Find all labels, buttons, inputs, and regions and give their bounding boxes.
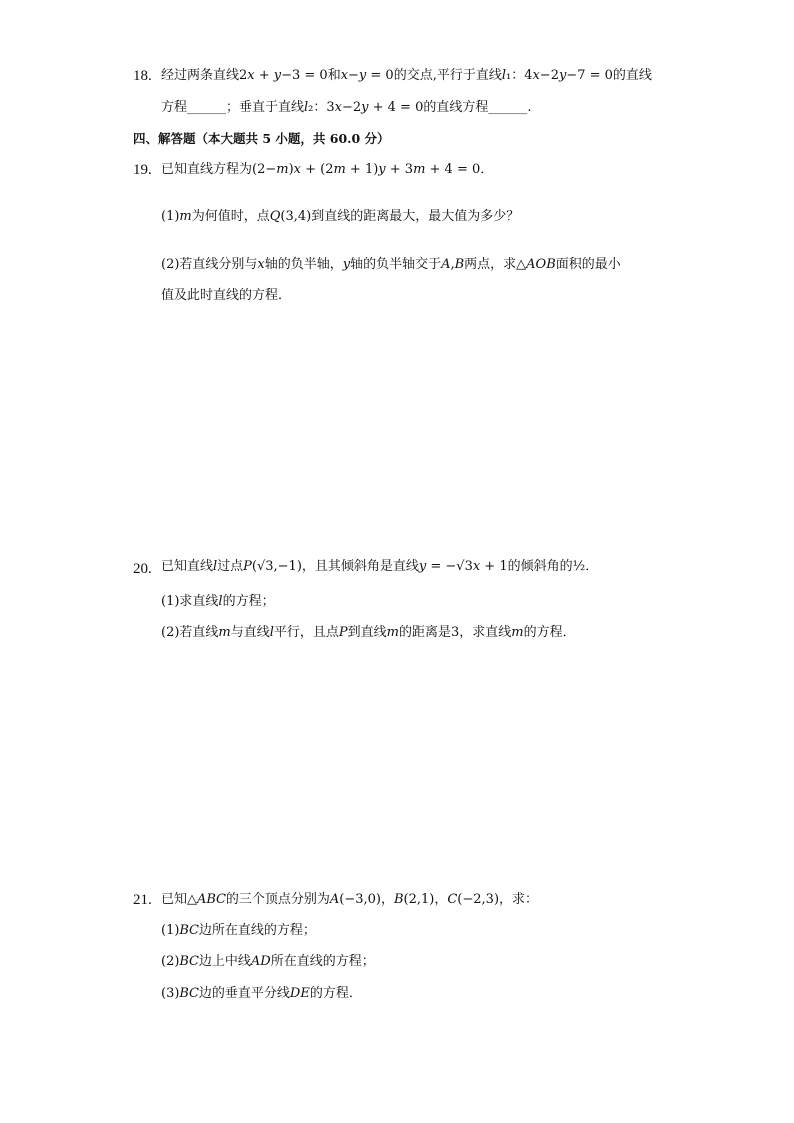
problem-21-part-3: (3)𝐵𝐶边的垂直平分线𝐷𝐸的方程． <box>161 986 362 1001</box>
section-heading: 四、解答题（本大题共 5 小题，共 60.0 分） <box>133 131 390 146</box>
problem-19-part-2-line-1: (2)若直线分别与𝑥轴的负半轴，𝑦轴的负半轴交于𝐴,𝐵两点，求△𝐴𝑂𝐵面积的最小 <box>161 257 621 272</box>
problem-20-number: 20. <box>133 561 152 577</box>
problem-19-part-1: (1)𝑚为何值时，点𝑄(3,4)到直线的距离最大，最大值为多少？ <box>161 209 520 224</box>
problem-21-part-1: (1)𝐵𝐶边所在直线的方程； <box>161 923 316 938</box>
problem-20-stem: 已知直线𝑙过点𝑃(√3,−1)，且其倾斜角是直线𝑦 = −√3𝑥 + 1的倾斜角的½． <box>161 559 599 574</box>
problem-18-text-line-1: 经过两条直线2𝑥 + 𝑦−3 = 0和𝑥−𝑦 = 0的交点,平行于直线𝑙₁：4𝑥−2𝑦−7 = 0的直线 <box>161 68 652 83</box>
problem-18-number: 18. <box>133 68 152 84</box>
problem-19-number: 19. <box>133 162 152 178</box>
problem-19-stem: 已知直线方程为(2−𝑚)𝑥 + (2𝑚 + 1)𝑦 + 3𝑚 + 4 = 0． <box>161 162 494 177</box>
problem-20-part-2: (2)若直线𝑚与直线𝑙平行，且点𝑃到直线𝑚的距离是3，求直线𝑚的方程． <box>161 625 576 640</box>
problem-19-part-2-line-2: 值及此时直线的方程． <box>161 288 292 303</box>
problem-21-number: 21. <box>133 892 152 908</box>
problem-21-part-2: (2)𝐵𝐶边上中线𝐴𝐷所在直线的方程； <box>161 954 375 969</box>
problem-20-part-1: (1)求直线𝑙的方程； <box>161 594 275 609</box>
problem-18-text-line-2: 方程______；垂直于直线𝑙₂：3𝑥−2𝑦 + 4 = 0的直线方程______. <box>161 100 532 115</box>
problem-21-stem: 已知△𝐴𝐵𝐶的三个顶点分别为𝐴(−3,0)，𝐵(2,1)，𝐶(−2,3)，求： <box>161 892 539 907</box>
